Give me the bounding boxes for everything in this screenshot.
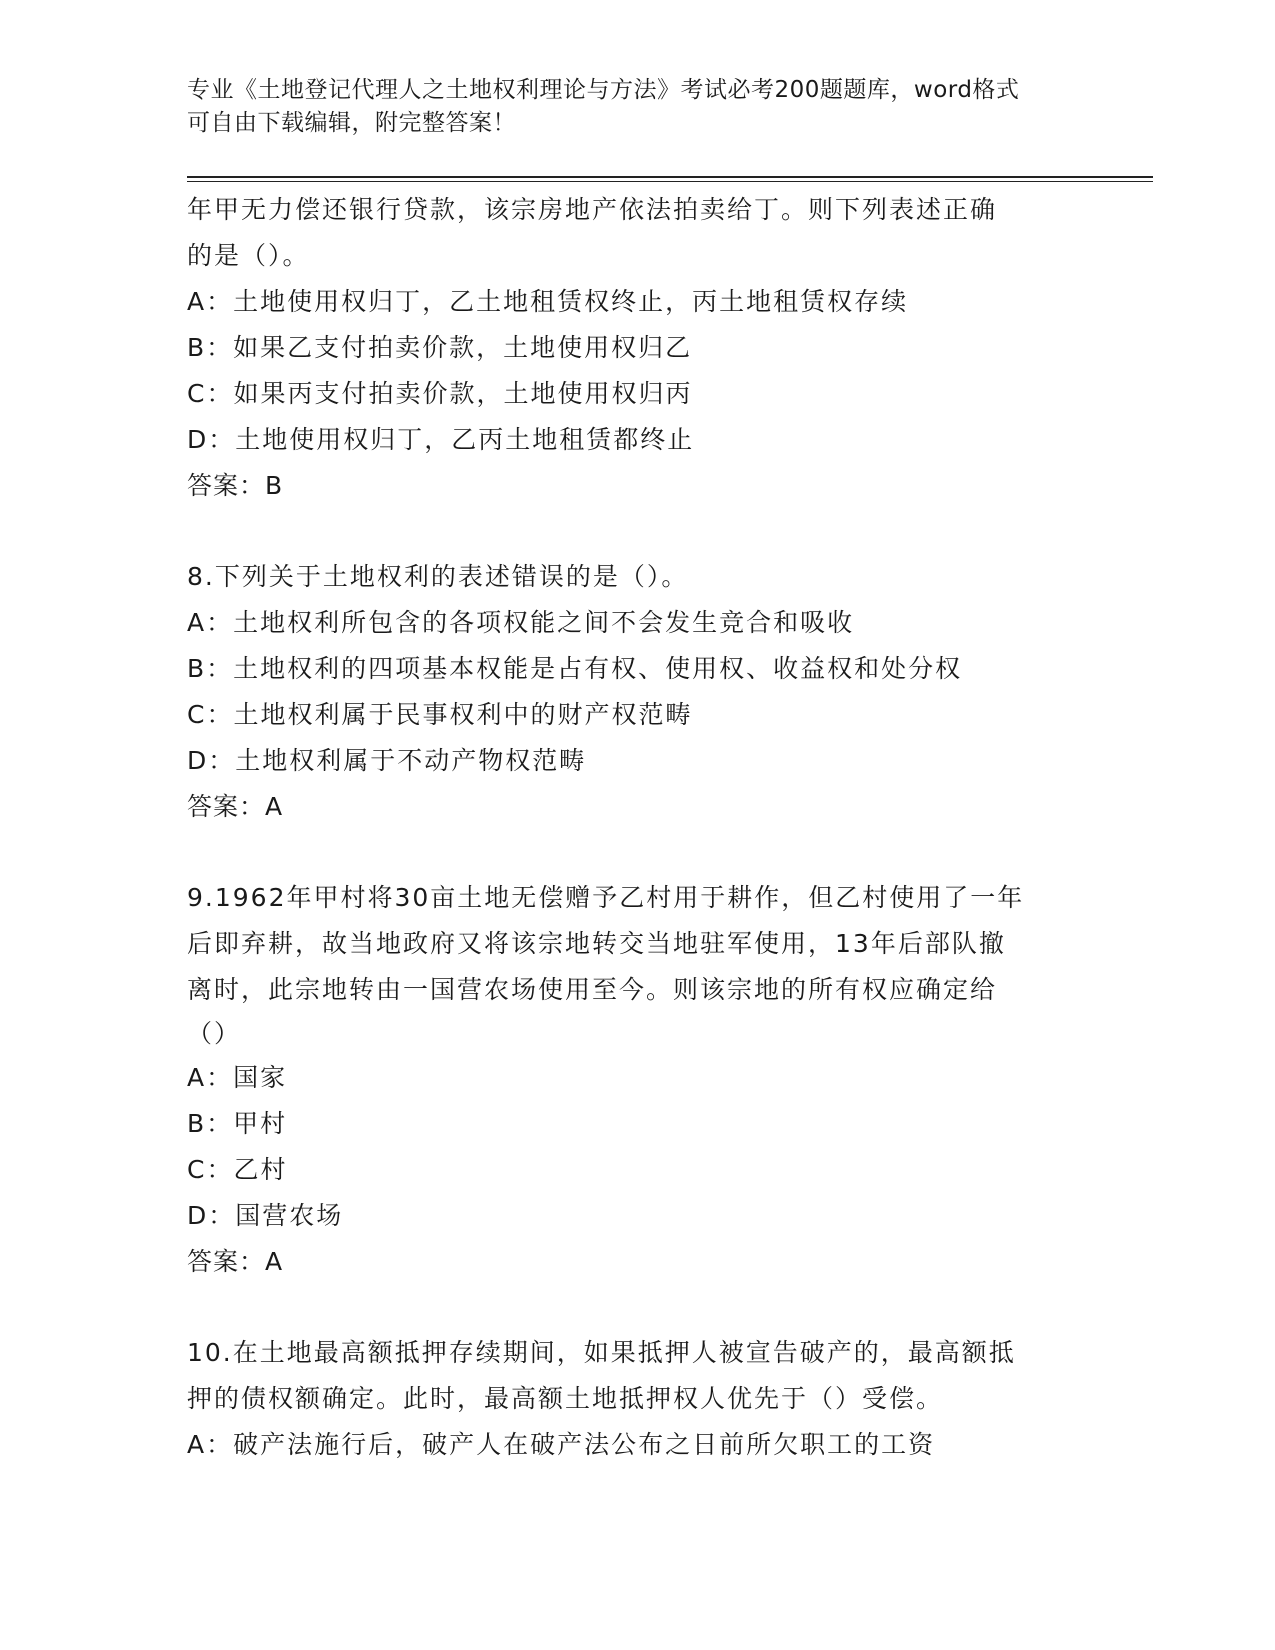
option-b: B：如果乙支付拍卖价款，土地使用权归乙 — [187, 333, 693, 362]
option-a: A：土地权利所包含的各项权能之间不会发生竞合和吸收 — [187, 608, 855, 637]
question-spacer — [187, 1285, 1087, 1330]
answer: 答案：B — [187, 471, 284, 500]
question-stem-line: 离时，此宗地转由一国营农场使用至今。则该宗地的所有权应确定给 — [187, 975, 998, 1004]
answer: 答案：A — [187, 792, 284, 821]
option-d: D：土地权利属于不动产物权范畴 — [187, 746, 587, 775]
option-d: D：国营农场 — [187, 1201, 344, 1230]
question-stem-line: 9.1962年甲村将30亩土地无偿赠予乙村用于耕作，但乙村使用了一年 — [187, 883, 1025, 912]
question-stem-line: 年甲无力偿还银行贷款，该宗房地产依法拍卖给丁。则下列表述正确 — [187, 195, 998, 224]
question-stem-line: 10.在土地最高额抵押存续期间，如果抵押人被宣告破产的，最高额抵 — [187, 1338, 1016, 1367]
question-stem-line: （） — [187, 1019, 242, 1048]
option-a: A：国家 — [187, 1063, 288, 1092]
option-c: C：乙村 — [187, 1155, 288, 1184]
document-header — [187, 74, 1087, 140]
header-divider-thick — [187, 176, 1153, 178]
option-b: B：甲村 — [187, 1109, 288, 1138]
question-stem-line: 后即弃耕，故当地政府又将该宗地转交当地驻军使用，13年后部队撤 — [187, 929, 1006, 958]
question-8 — [187, 554, 1087, 830]
question-stem-line: 的是（）。 — [187, 241, 310, 270]
question-stem-line: 8.下列关于土地权利的表述错误的是（）。 — [187, 562, 689, 591]
option-d: D：土地使用权归丁，乙丙土地租赁都终止 — [187, 425, 695, 454]
header-divider-thin — [187, 181, 1153, 182]
option-c: C：如果丙支付拍卖价款，土地使用权归丙 — [187, 379, 693, 408]
option-c: C：土地权利属于民事权利中的财产权范畴 — [187, 700, 693, 729]
header-title-line-2: 可自由下载编辑，附完整答案！ — [187, 110, 516, 136]
question-spacer — [187, 830, 1087, 875]
option-a: A：土地使用权归丁，乙土地租赁权终止，丙土地租赁权存续 — [187, 287, 909, 316]
question-list — [187, 187, 1087, 1468]
option-b: B：土地权利的四项基本权能是占有权、使用权、收益权和处分权 — [187, 654, 963, 683]
question-7 — [187, 187, 1087, 509]
option-a: A：破产法施行后，破产人在破产法公布之日前所欠职工的工资 — [187, 1430, 936, 1459]
question-stem-line: 押的债权额确定。此时，最高额土地抵押权人优先于（）受偿。 — [187, 1384, 944, 1413]
question-10 — [187, 1330, 1087, 1468]
header-title-line-1: 专业《土地登记代理人之土地权利理论与方法》考试必考200题题库，word格式 — [187, 77, 1020, 103]
question-spacer — [187, 509, 1087, 554]
answer: 答案：A — [187, 1247, 284, 1276]
question-9 — [187, 875, 1087, 1285]
